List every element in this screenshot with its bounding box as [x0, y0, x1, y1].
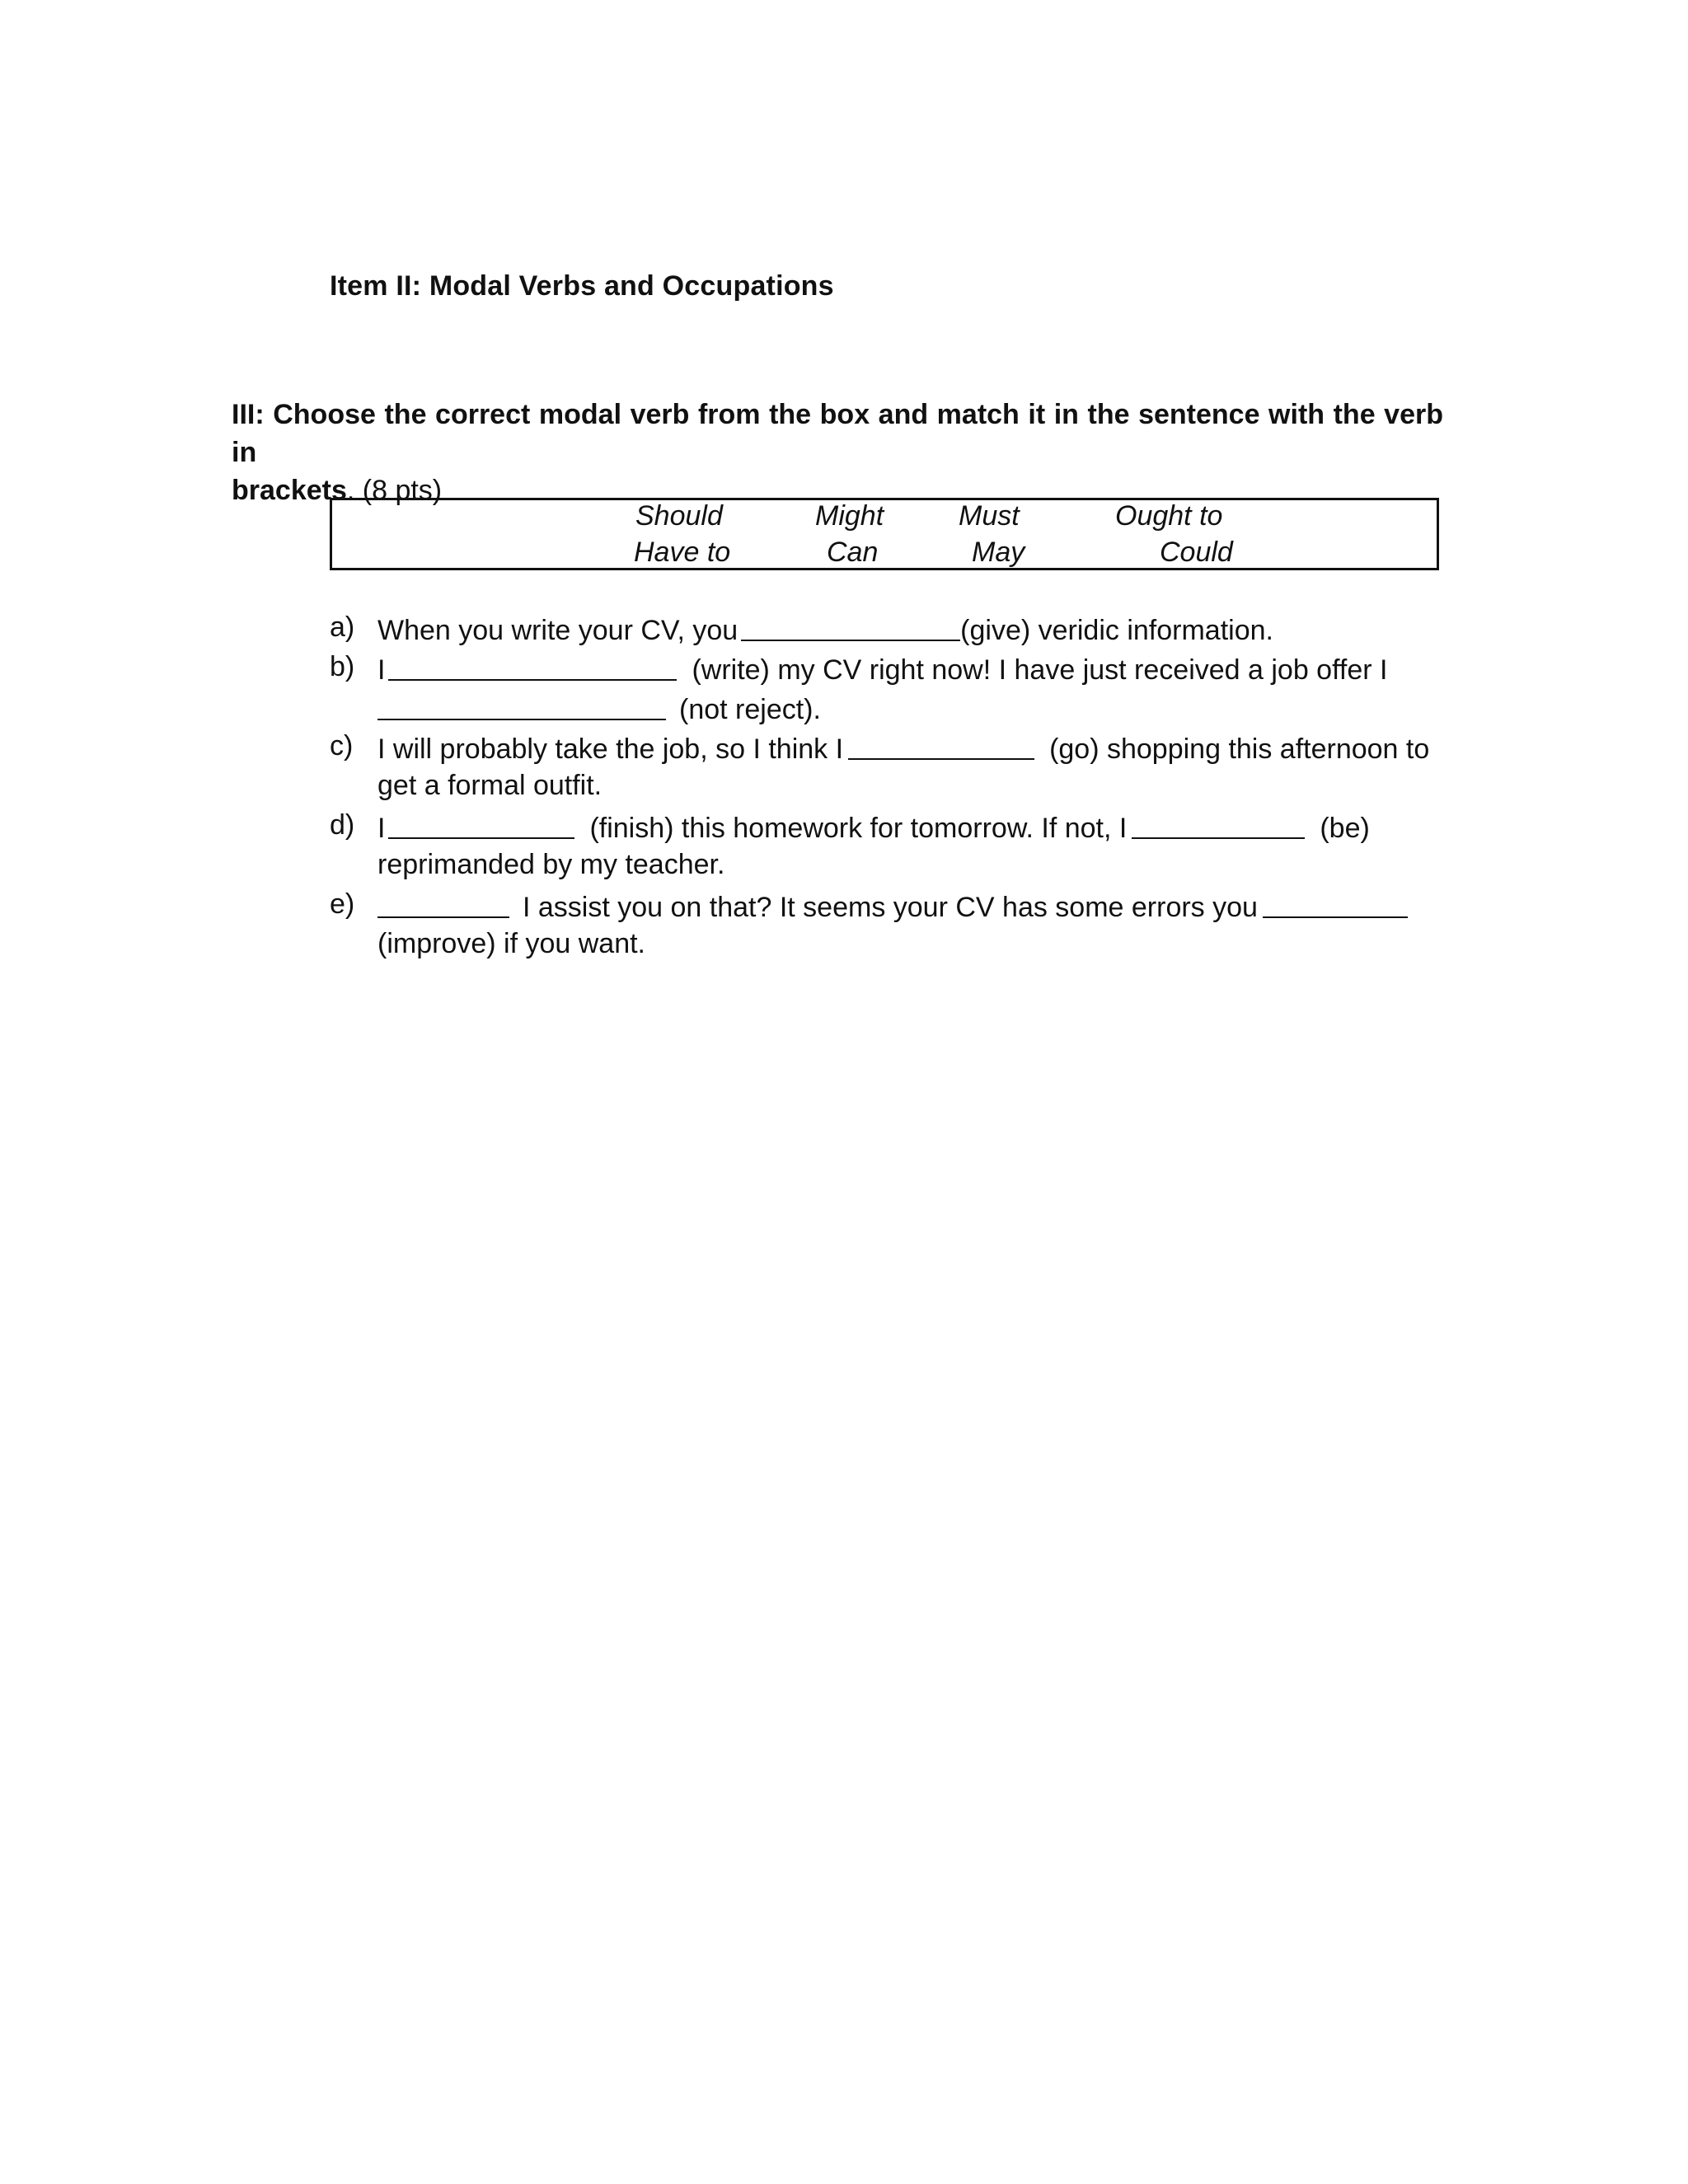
- answer-blank[interactable]: [741, 612, 960, 641]
- answer-blank[interactable]: [848, 730, 1034, 760]
- exercise-line: [377, 888, 1408, 924]
- exercise-line: [377, 651, 1388, 687]
- exercise-letter: d): [330, 809, 355, 841]
- word-must: Must: [959, 500, 1020, 532]
- exercise-text: I will probably take the job, so I think I: [377, 733, 844, 765]
- instruction-line-1: III: Choose the correct modal verb from the box and match it in the sentence with the verb in: [232, 399, 1443, 468]
- answer-blank[interactable]: [1132, 809, 1305, 839]
- exercise-line: [377, 809, 1370, 845]
- exercise-text: reprimanded by my teacher.: [377, 849, 725, 880]
- exercise-text: (go) shopping this afternoon to: [1049, 733, 1430, 765]
- exercise-letter: b): [330, 651, 355, 682]
- instruction-bold-word: brackets: [232, 475, 347, 506]
- exercise-b-continuation: [377, 691, 821, 726]
- exercise-letter: c): [330, 730, 354, 762]
- instruction-paragraph: [232, 396, 1443, 509]
- answer-blank[interactable]: [388, 651, 677, 681]
- word-ought-to: Ought to: [1115, 500, 1223, 532]
- word-can: Can: [827, 537, 879, 568]
- exercise-line: [377, 612, 1273, 647]
- word-could: Could: [1160, 537, 1233, 568]
- exercise-text: When you write your CV, you: [377, 615, 738, 646]
- instruction-points: . (8 pts): [346, 475, 443, 506]
- modal-verb-box: [330, 498, 1439, 570]
- exercise-text: (not reject).: [679, 694, 821, 725]
- exercise-letter: a): [330, 612, 355, 643]
- word-have-to: Have to: [634, 537, 731, 568]
- exercise-line: [377, 730, 1429, 766]
- exercise-c-continuation: [377, 770, 602, 802]
- item-title: Item II: Modal Verbs and Occupations: [330, 270, 834, 302]
- exercise-text: (improve) if you want.: [377, 928, 645, 959]
- exercise-text: (be): [1320, 813, 1370, 844]
- word-may: May: [972, 537, 1025, 568]
- word-might: Might: [815, 500, 884, 532]
- answer-blank[interactable]: [377, 691, 666, 720]
- exercise-text: I assist you on that? It seems your CV has some errors you: [523, 892, 1258, 923]
- word-should: Should: [635, 500, 723, 532]
- exercise-letter: e): [330, 888, 355, 920]
- answer-blank[interactable]: [377, 888, 509, 918]
- exercise-text: I: [377, 654, 386, 686]
- answer-blank[interactable]: [388, 809, 574, 839]
- exercise-text: (write) my CV right now! I have just received a job offer I: [692, 654, 1388, 686]
- exercise-text: (finish) this homework for tomorrow. If not, I: [589, 813, 1128, 844]
- exercise-e-continuation: [377, 928, 645, 960]
- exercise-d-continuation: [377, 849, 724, 881]
- exercise-text: (give) veridic information.: [960, 615, 1273, 646]
- exercise-text: I: [377, 813, 386, 844]
- answer-blank[interactable]: [1263, 888, 1408, 918]
- exercise-text: get a formal outfit.: [377, 770, 603, 801]
